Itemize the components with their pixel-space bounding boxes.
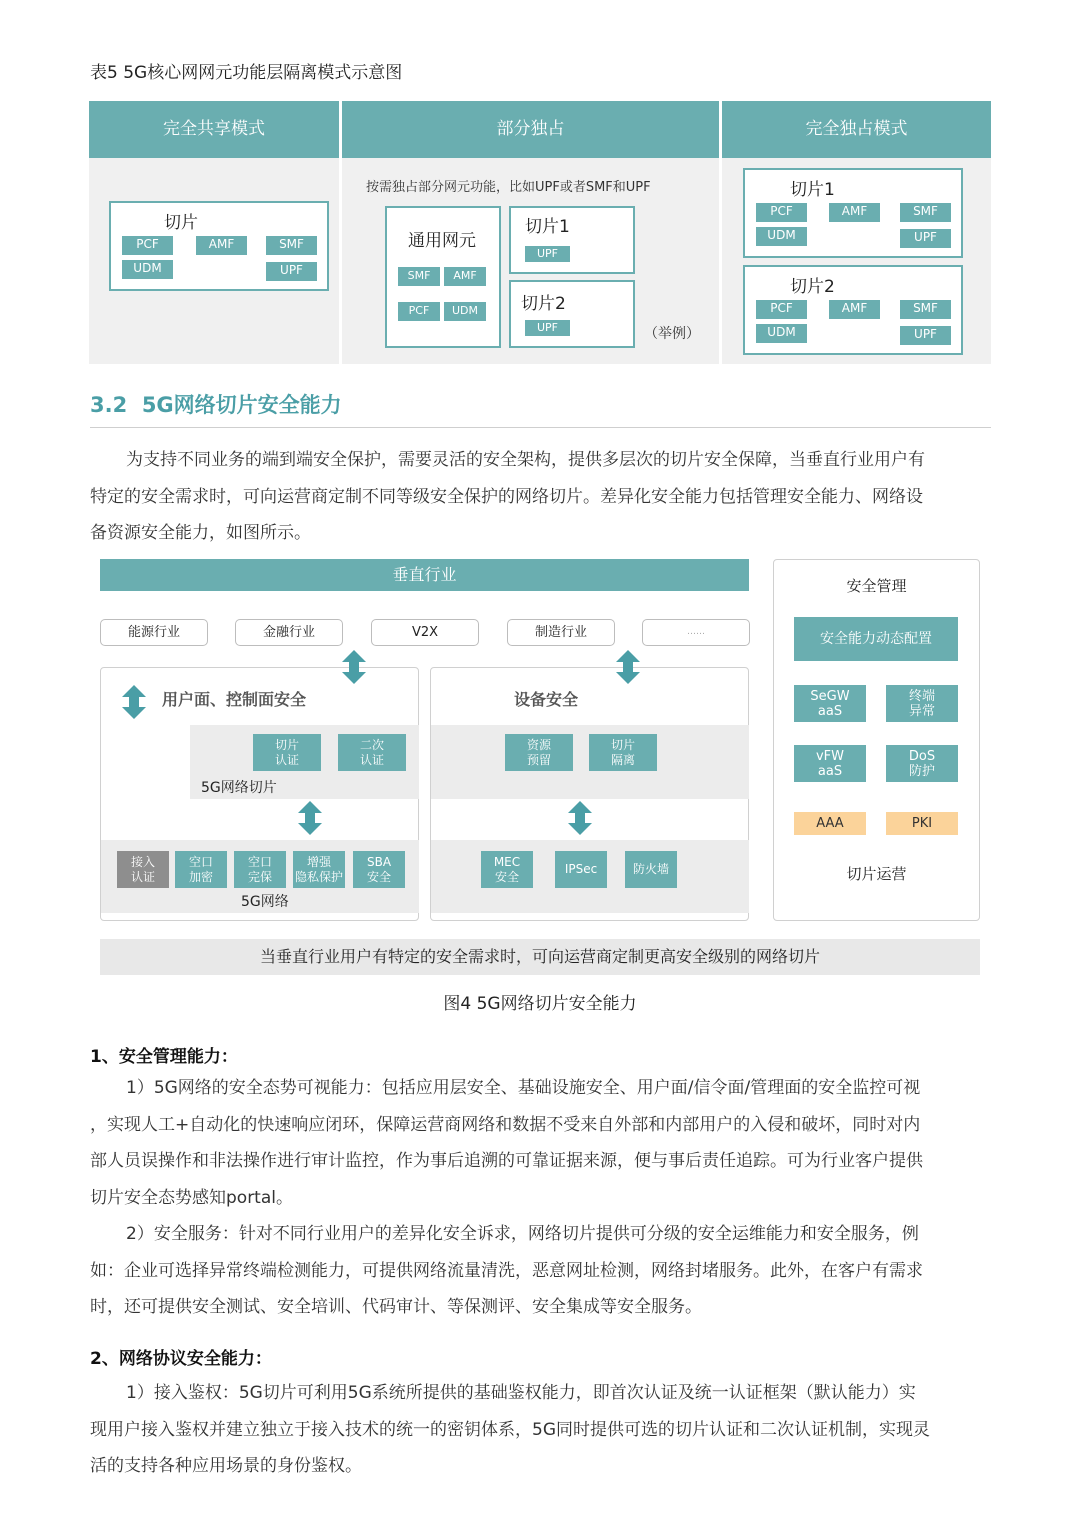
table5-header-shared: 完全共享模式 [89,101,339,158]
pki-block: PKI [886,812,958,835]
section-rule [90,427,991,428]
text-line: 为支持不同业务的端到端安全保护，需要灵活的安全架构，提供多层次的切片安全保障，当垂直行业用户有 [126,450,925,470]
table5-divider [339,101,342,364]
nf-upf: UPF [900,326,951,345]
double-arrow-icon [297,801,323,835]
segw-block: SeGW aaS [794,685,866,722]
nf-smf: SMF [900,203,951,222]
sba-block: SBA 安全 [353,851,405,888]
table5-divider [719,101,722,364]
text-line: 部人员误操作和非法操作进行审计监控，作为事后追溯的可靠证据来源，便与事后责任追踪。可为行业客户提供 [90,1151,923,1171]
nf-amf: AMF [444,267,486,286]
intro-paragraph [90,442,990,552]
nf-amf: AMF [829,300,880,319]
dos-block: DoS 防护 [886,745,958,782]
up-cp-title: 用户面、控制面安全 [162,690,307,709]
air-encryption-block: 空口 加密 [175,851,227,888]
example-note: （举例） [644,326,700,342]
text-line: 备资源安全能力，如图所示。 [90,523,311,543]
paragraph-situation-awareness [90,1070,990,1326]
nf-udm: UDM [444,302,486,321]
common-nf-title: 通用网元 [408,231,476,251]
air-integrity-block: 空口 完保 [234,851,286,888]
nf-smf: SMF [900,300,951,319]
mec-block: MEC 安全 [481,851,533,888]
heading-protocol-security: 2、网络协议安全能力： [90,1349,272,1369]
dynamic-config-block: 安全能力动态配置 [794,617,958,661]
network-label: 5G网络 [241,894,289,910]
dedicated-slice2-title: 切片2 [790,277,835,297]
slice-auth-block: 切片 认证 [253,734,321,771]
nf-amf: AMF [196,236,247,255]
dedicated-slice1-title: 切片1 [790,180,835,200]
nf-pcf: PCF [756,203,807,222]
security-mgmt-title: 安全管理 [846,577,907,595]
industry-pill: V2X [371,619,479,646]
industry-pill: 制造行业 [507,619,615,646]
resource-reserve-block: 资源 预留 [505,734,573,771]
firewall-block: 防火墙 [625,851,677,888]
nf-pcf: PCF [756,300,807,319]
nf-upf: UPF [266,262,317,281]
heading-security-mgmt: 1、安全管理能力： [90,1047,238,1067]
text-line: 特定的安全需求时，可向运营商定制不同等级安全保护的网络切片。差异化安全能力包括管理安全能力、网络设 [90,486,923,507]
text-line: 如：企业可选择异常终端检测能力，可提供网络流量清洗，恶意网址检测，网络封堵服务。此外，在客户有需求 [90,1260,923,1281]
paragraph-access-auth [90,1375,990,1485]
nf-pcf: PCF [122,236,173,255]
double-arrow-icon [341,650,367,684]
industry-pill: …… [642,619,750,646]
nf-udm: UDM [756,227,807,246]
vfw-block: vFW aaS [794,745,866,782]
table5-header-partial: 部分独占 [342,101,719,158]
nf-udm: UDM [122,260,173,279]
text-line: 2）安全服务：针对不同行业用户的差异化安全诉求，网络切片提供可分级的安全运维能力和安全服务，例 [126,1224,919,1244]
access-auth-block: 接入 认证 [117,851,169,888]
double-arrow-icon [615,650,641,684]
text-line: 活的支持各种应用场景的身份鉴权。 [90,1456,362,1476]
text-line: 切片安全态势感知portal。 [90,1187,293,1208]
nf-smf: SMF [398,267,440,286]
text-line: 时，还可提供安全测试、安全培训、代码审计、等保测评、安全集成等安全服务。 [90,1297,702,1317]
double-arrow-icon [121,685,147,719]
privacy-block: 增强 隐私保护 [293,851,345,888]
nf-smf: SMF [266,236,317,255]
text-line: 现用户接入鉴权并建立独立于接入技术的统一的密钥体系，5G同时提供可选的切片认证和二次认证机制，实现灵 [90,1419,930,1440]
nf-udm: UDM [756,324,807,343]
text-line: 1）接入鉴权：5G切片可利用5G系统所提供的基础鉴权能力，即首次认证及统一认证框架（默认能力）实 [126,1383,916,1403]
vertical-industry-bar: 垂直行业 [100,559,749,591]
slice-label: 5G网络切片 [201,780,277,796]
second-auth-block: 二次 认证 [338,734,406,771]
nf-upf: UPF [525,320,570,336]
figure-caption: 图4 5G网络切片安全能力 [443,994,637,1014]
nf-pcf: PCF [398,302,440,321]
table5-caption: 表5 5G核心网网元功能层隔离模式示意图 [90,63,403,83]
slice-ops-label: 切片运营 [846,865,907,883]
slice-isolation-block: 切片 隔离 [589,734,657,771]
partial-slice1-title: 切片1 [525,217,570,237]
device-title: 设备安全 [514,690,579,709]
industry-pill: 金融行业 [235,619,343,646]
text-line: 1）5G网络的安全态势可视能力：包括应用层安全、基础设施安全、用户面/信令面/管理面的安全监控可视 [126,1078,921,1098]
nf-amf: AMF [829,203,880,222]
table5-header-dedicated: 完全独占模式 [722,101,991,158]
shared-slice-title: 切片 [164,213,198,233]
section-title: 3.2 5G网络切片安全能力 [90,393,342,417]
partial-desc: 按需独占部分网元功能，比如UPF或者SMF和UPF [366,180,651,195]
aaa-block: AAA [794,812,866,835]
double-arrow-icon [567,801,593,835]
nf-upf: UPF [900,229,951,248]
terminal-anomaly-block: 终端 异常 [886,685,958,722]
partial-slice2-title: 切片2 [521,294,566,314]
ipsec-block: IPSec [555,851,607,888]
industry-pill: 能源行业 [100,619,208,646]
figure-banner: 当垂直行业用户有特定的安全需求时，可向运营商定制更高安全级别的网络切片 [100,939,980,975]
text-line: ，实现人工+自动化的快速响应闭环，保障运营商网络和数据不受来自外部和内部用户的入侵和破坏，同时对内 [90,1114,921,1135]
nf-upf: UPF [525,246,570,262]
